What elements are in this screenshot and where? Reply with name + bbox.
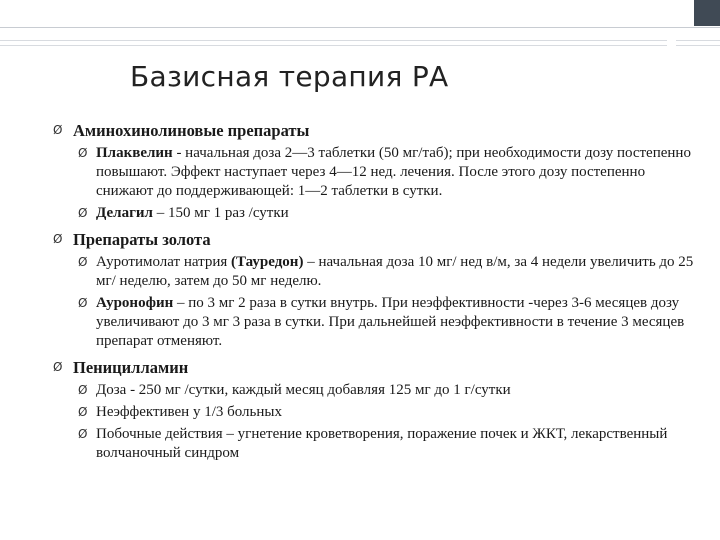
item-text: Неэффективен у 1/3 больных <box>96 404 282 420</box>
section-heading-aminoquinoline <box>53 120 703 141</box>
slide-top-decoration <box>0 0 720 38</box>
header-rule-2 <box>0 45 667 46</box>
section-heading-penicillamine <box>53 357 703 378</box>
list-item <box>78 144 703 201</box>
drug-name: Плаквелин <box>96 145 173 161</box>
arrow-bullet-icon: Ø <box>78 146 88 160</box>
arrow-bullet-icon: Ø <box>53 232 63 246</box>
arrow-bullet-icon: Ø <box>78 296 88 310</box>
drug-name: Делагил <box>96 205 153 221</box>
drug-description: – 150 мг 1 раз /сутки <box>152 205 289 221</box>
slide-title: Базисная терапия РА <box>130 60 449 93</box>
top-band <box>0 0 720 26</box>
drug-prefix: Ауротимолат натрия <box>96 254 232 270</box>
arrow-bullet-icon: Ø <box>53 360 63 374</box>
header-rule-3 <box>676 40 720 41</box>
section-heading-text: Пеницилламин <box>73 358 189 377</box>
item-text: Доза - 250 мг /сутки, каждый месяц добавляя 125 мг до 1 г/сутки <box>96 382 511 398</box>
arrow-bullet-icon: Ø <box>78 427 88 441</box>
section-heading-gold <box>53 229 703 250</box>
drug-description: - начальная доза 2—3 таблетки (50 мг/таб); при необходимости дозу постепенно повышают. Эффект наступает через 4—12 нед. лечения. После этого дозу постепенно снижают до поддерживающей: 1—2 таблетки в сутки. <box>96 145 691 199</box>
list-item <box>78 204 703 223</box>
drug-name: Ауронофин <box>96 295 174 311</box>
arrow-bullet-icon: Ø <box>78 405 88 419</box>
list-item <box>78 253 703 291</box>
drug-description: – начальная доза 10 мг/ нед в/м, за 4 недели увеличить до 25 мг/ неделю, затем до 50 мг неделю. <box>96 254 694 289</box>
top-corner-block <box>694 0 720 26</box>
item-text: Побочные действия – угнетение кроветворения, поражение почек и ЖКТ, лекарственный волчаночный синдром <box>96 426 668 461</box>
list-item <box>78 403 703 422</box>
slide-content <box>53 120 703 463</box>
arrow-bullet-icon: Ø <box>78 206 88 220</box>
drug-description: – по 3 мг 2 раза в сутки внутрь. При неэффективности -через 3-6 месяцев дозу увеличивают до 3 мг 3 раза в сутки. При дальнейшей неэффективности в течение 3 месяцев препарат отменяют. <box>96 295 685 349</box>
top-rule <box>0 27 720 28</box>
header-rule-4 <box>676 45 720 46</box>
arrow-bullet-icon: Ø <box>53 123 63 137</box>
list-item <box>78 294 703 351</box>
header-rule-1 <box>0 40 667 41</box>
list-item <box>78 425 703 463</box>
drug-name: (Тауредон) <box>231 254 304 270</box>
list-item <box>78 381 703 400</box>
arrow-bullet-icon: Ø <box>78 383 88 397</box>
section-heading-text: Препараты золота <box>73 230 211 249</box>
section-heading-text: Аминохинолиновые препараты <box>73 121 310 140</box>
arrow-bullet-icon: Ø <box>78 255 88 269</box>
